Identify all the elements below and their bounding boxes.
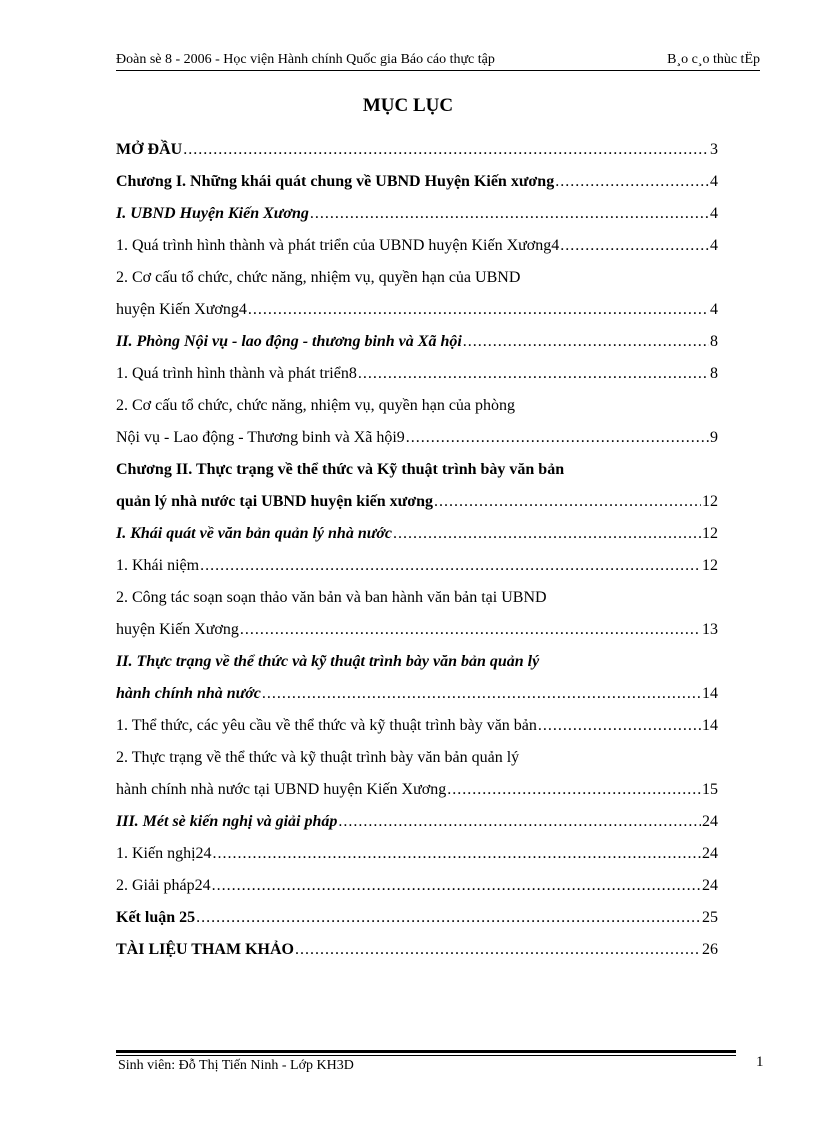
toc-entry-title: MỞ ĐẦU [116, 141, 183, 158]
toc-entry-title: 1. Quá trình hình thành và phát triển của UBND huyện Kiến Xương4 [116, 237, 560, 254]
page-number: 1 [756, 1054, 764, 1070]
toc-entry-page: 4 [710, 205, 718, 222]
toc-entry[interactable] [116, 422, 718, 454]
toc-leader-dots [358, 358, 709, 390]
toc-entry-title: quản lý nhà nước tại UBND huyện kiến xương [116, 493, 434, 510]
toc-entry[interactable] [116, 390, 718, 422]
toc-entry-title: 2. Cơ cấu tổ chức, chức năng, nhiệm vụ, quyền hạn của phòng [116, 397, 516, 414]
page-title: MỤC LỤC [362, 95, 454, 116]
toc-entry-title: Nội vụ - Lao động - Thương binh và Xã hội9 [116, 429, 405, 446]
footer-divider [116, 1050, 736, 1053]
toc-entry-title: TÀI LIỆU THAM KHẢO [116, 941, 294, 958]
toc-entry[interactable] [116, 934, 718, 966]
toc-entry-title: II. Thực trạng về thể thức và kỹ thuật trình bày văn bản quản lý [116, 653, 540, 670]
toc-leader-dots [212, 870, 701, 902]
toc-entry[interactable] [116, 838, 718, 870]
toc-entry[interactable] [116, 550, 718, 582]
toc-entry[interactable] [116, 230, 718, 262]
toc-entry[interactable] [116, 486, 718, 518]
toc-leader-dots [560, 230, 709, 262]
toc-leader-dots [295, 934, 701, 966]
toc-entry-title: huyện Kiến Xương4 [116, 301, 247, 318]
toc-entry[interactable] [116, 518, 718, 550]
toc-entry[interactable] [116, 678, 718, 710]
toc-entry-title: 1. Quá trình hình thành và phát triển8 [116, 365, 357, 382]
toc-entry-page: 4 [710, 173, 718, 190]
toc-leader-dots [248, 294, 709, 326]
toc-entry[interactable] [116, 454, 718, 486]
toc-entry-title: 1. Thể thức, các yêu cầu về thể thức và kỹ thuật trình bày văn bản [116, 717, 537, 734]
toc-leader-dots [262, 678, 701, 710]
page-header [116, 50, 760, 71]
toc-entry[interactable] [116, 902, 718, 934]
toc-entry-page: 24 [702, 845, 718, 862]
toc-entry-page: 14 [702, 685, 718, 702]
toc-leader-dots [200, 550, 701, 582]
toc-entry-page: 15 [702, 781, 718, 798]
toc-entry[interactable] [116, 646, 718, 678]
toc-entry[interactable] [116, 326, 718, 358]
toc-entry-page: 14 [702, 717, 718, 734]
toc-entry-title: I. UBND Huyện Kiến Xương [116, 205, 309, 222]
table-of-contents [116, 134, 718, 966]
toc-entry-page: 12 [702, 557, 718, 574]
toc-entry-page: 8 [710, 333, 718, 350]
toc-entry-page: 24 [702, 877, 718, 894]
toc-entry-title: III. Mét sè kiến nghị và giải pháp [116, 813, 338, 830]
toc-leader-dots [447, 774, 701, 806]
toc-entry-title: Chương I. Những khái quát chung về UBND Huyện Kiến xương [116, 173, 555, 190]
toc-entry-title: huyện Kiến Xương [116, 621, 239, 638]
toc-entry-title: 2. Thực trạng về thể thức và kỹ thuật trình bày văn bản quản lý [116, 749, 520, 766]
toc-entry-title: hành chính nhà nước tại UBND huyện Kiến Xương [116, 781, 447, 798]
toc-leader-dots [538, 710, 701, 742]
toc-leader-dots [183, 134, 709, 166]
toc-entry[interactable] [116, 198, 718, 230]
toc-leader-dots [463, 326, 709, 358]
toc-entry-title: 2. Giải pháp24 [116, 877, 211, 894]
toc-entry-title: 2. Công tác soạn soạn thảo văn bản và ban hành văn bản tại UBND [116, 589, 547, 606]
toc-entry[interactable] [116, 774, 718, 806]
toc-leader-dots [196, 902, 701, 934]
toc-entry-page: 4 [710, 237, 718, 254]
toc-entry-title: 1. Kiến nghị24 [116, 845, 212, 862]
toc-leader-dots [240, 614, 701, 646]
toc-entry[interactable] [116, 742, 718, 774]
toc-entry[interactable] [116, 806, 718, 838]
toc-entry-page: 24 [702, 813, 718, 830]
header-left-text: Đoàn sè 8 - 2006 - Học viện Hành chính Quốc gia Báo cáo thực tập [116, 52, 495, 67]
toc-entry[interactable] [116, 582, 718, 614]
toc-entry[interactable] [116, 262, 718, 294]
toc-entry[interactable] [116, 710, 718, 742]
toc-entry[interactable] [116, 166, 718, 198]
toc-entry-page: 12 [702, 525, 718, 542]
toc-entry-title: Chương II. Thực trạng về thể thức và Kỹ thuật trình bày văn bản [116, 461, 565, 478]
header-right-text: B¸o c¸o thùc tËp [667, 52, 760, 67]
toc-entry-page: 12 [702, 493, 718, 510]
toc-entry-page: 8 [710, 365, 718, 382]
toc-entry-page: 25 [702, 909, 718, 926]
toc-entry-title: hành chính nhà nước [116, 685, 261, 702]
toc-entry-title: 1. Khái niệm [116, 557, 200, 574]
toc-leader-dots [406, 422, 709, 454]
toc-leader-dots [555, 166, 709, 198]
toc-entry-page: 26 [702, 941, 718, 958]
toc-entry-page: 3 [710, 141, 718, 158]
toc-entry-page: 13 [702, 621, 718, 638]
toc-entry[interactable] [116, 294, 718, 326]
toc-leader-dots [338, 806, 701, 838]
toc-leader-dots [393, 518, 701, 550]
footer-divider-thin [116, 1055, 736, 1056]
toc-entry[interactable] [116, 134, 718, 166]
toc-entry-title: I. Khái quát về văn bản quản lý nhà nước [116, 525, 392, 542]
toc-entry-title: 2. Cơ cấu tổ chức, chức năng, nhiệm vụ, quyền hạn của UBND [116, 269, 521, 286]
toc-leader-dots [310, 198, 709, 230]
toc-entry[interactable] [116, 870, 718, 902]
toc-entry-title: II. Phòng Nội vụ - lao động - thương binh và Xã hội [116, 333, 462, 350]
toc-entry-page: 4 [710, 301, 718, 318]
toc-entry-title: Kết luận 25 [116, 909, 196, 926]
toc-leader-dots [213, 838, 701, 870]
toc-entry-page: 9 [710, 429, 718, 446]
toc-leader-dots [434, 486, 701, 518]
toc-entry[interactable] [116, 614, 718, 646]
footer-text: Sinh viên: Đỗ Thị Tiến Ninh - Lớp KH3D [118, 1058, 354, 1073]
toc-entry[interactable] [116, 358, 718, 390]
